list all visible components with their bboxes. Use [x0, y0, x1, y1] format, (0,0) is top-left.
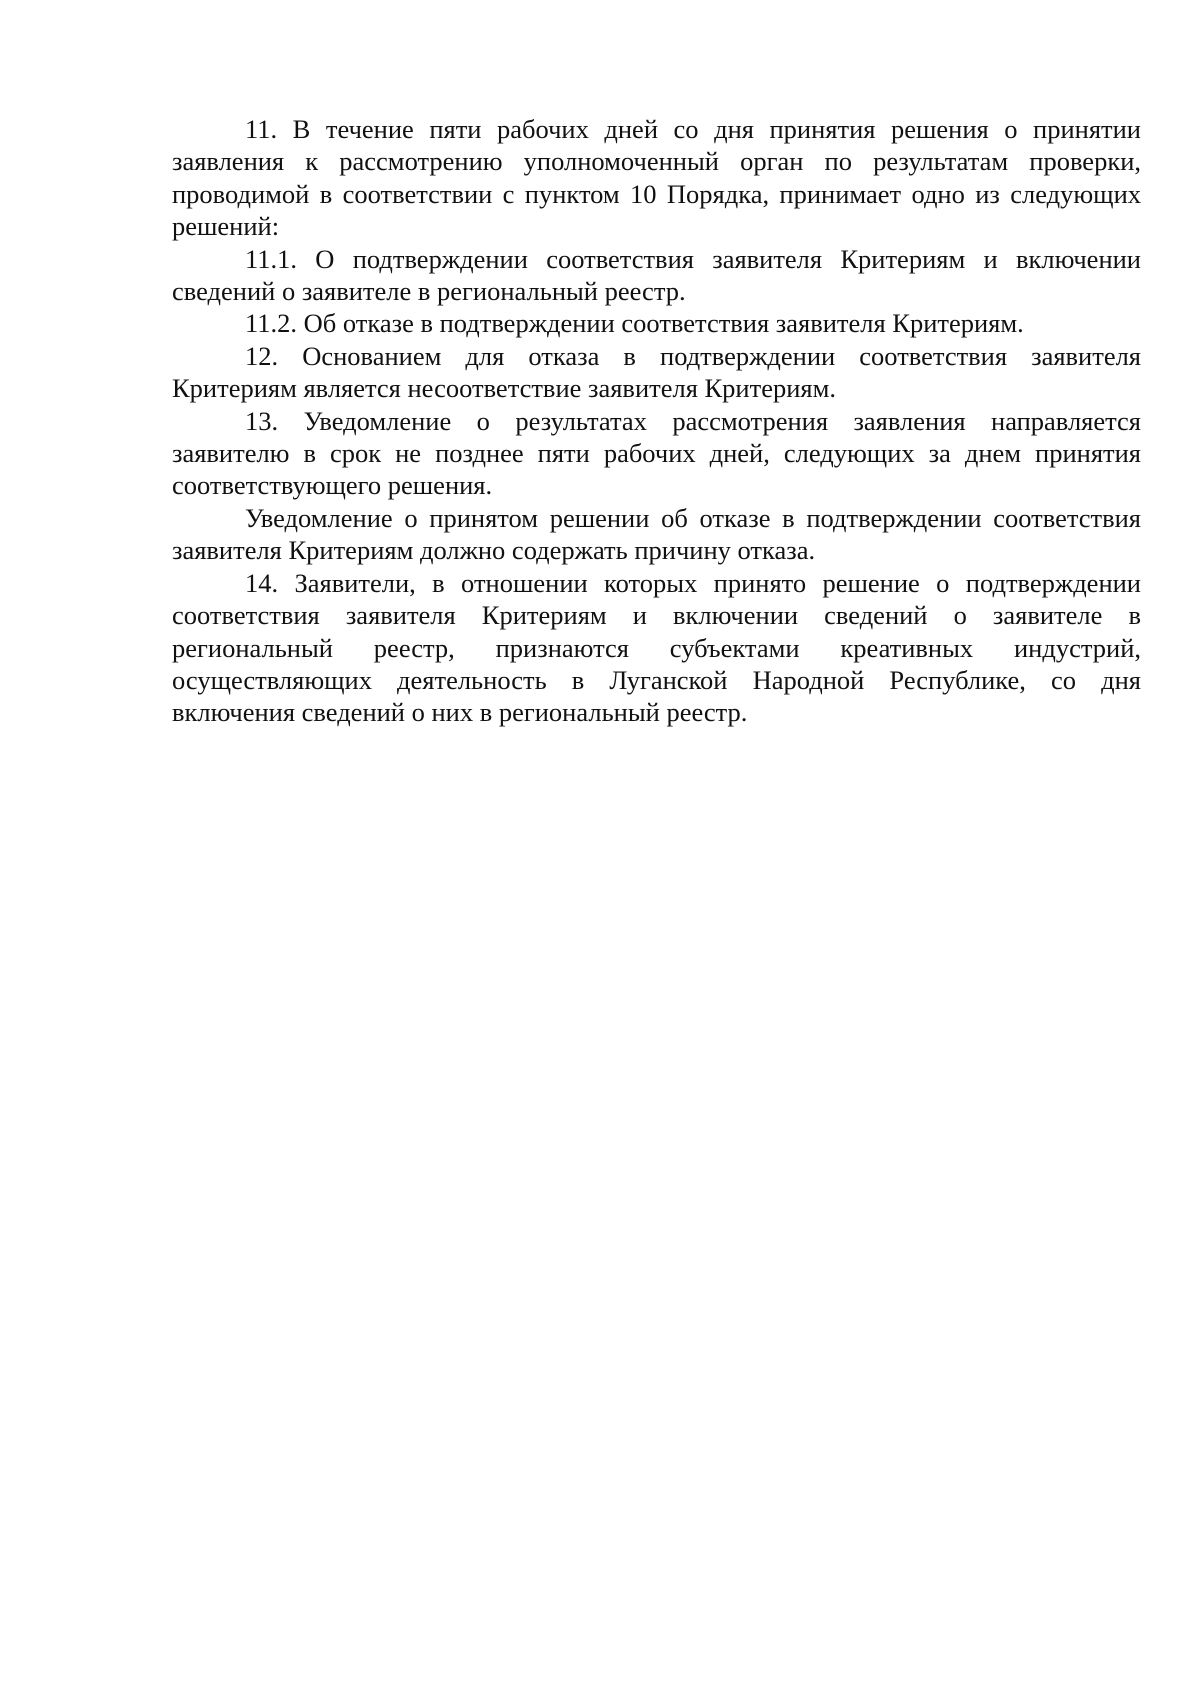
paragraph-11-1: 11.1. О подтверждении соответствия заявителя Критериям и включении сведений о заявителе в региональный реестр. [172, 243, 1141, 307]
paragraph-11-2: 11.2. Об отказе в подтверждении соответствия заявителя Критериям. [245, 308, 1024, 339]
paragraph-13: 13. Уведомление о результатах рассмотрения заявления направляется заявителю в срок не позднее пяти рабочих дней, следующих за днем принятия соответствующего решения. [172, 405, 1141, 501]
paragraph-11: 11. В течение пяти рабочих дней со дня принятия решения о принятии заявления к рассмотрению уполномоченный орган по результатам проверки, проводимой в соответствии с пунктом 10 Порядка, принимает одно из следующих решений: [172, 114, 1141, 242]
paragraph-12: 12. Основанием для отказа в подтверждении соответствия заявителя Критериям является несоответствие заявителя Критериям. [172, 340, 1141, 404]
paragraph-14: 14. Заявители, в отношении которых принято решение о подтверждении соответствия заявителя Критериям и включении сведений о заявителе в региональный реестр, признаются субъектами креативных индустрий, осуществляющих деятельность в Луганской Народной Республике, со дня включения сведений о них в региональный реестр. [172, 567, 1141, 728]
document-body [172, 113, 1141, 729]
paragraph-13-notice: Уведомление о принятом решении об отказе в подтверждении соответствия заявителя Критериям должно содержать причину отказа. [172, 502, 1141, 566]
